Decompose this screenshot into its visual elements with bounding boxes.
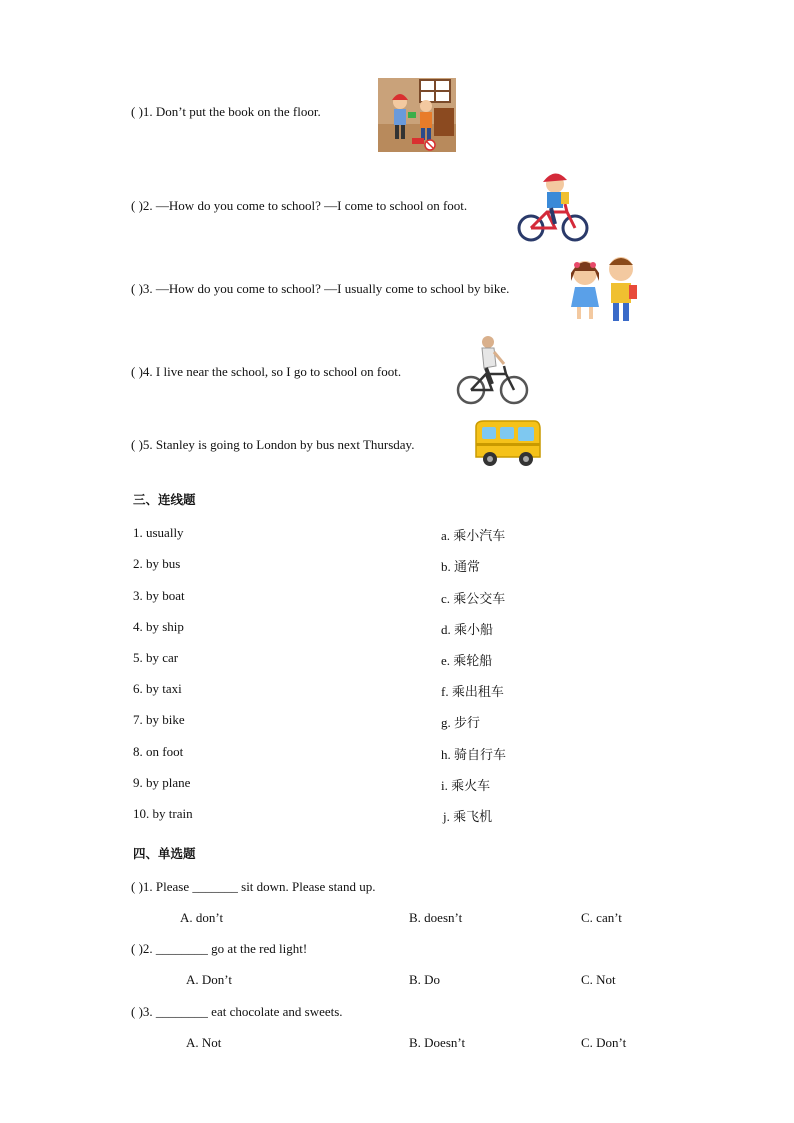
match-left-item[interactable]: 8. on foot [133,744,184,759]
match-left-item[interactable]: 7. by bike [133,712,185,727]
answer-blank[interactable]: ( ) [131,198,143,213]
match-right-item[interactable]: b. 通常 [441,559,481,574]
judgement-question-1 [131,104,321,120]
option-b[interactable]: B. doesn’t [409,910,463,925]
match-right-item[interactable]: d. 乘小船 [441,622,494,637]
question-text: 1. Please _______ sit down. Please stand up. [142,879,376,894]
question-text: 2. —How do you come to school? —I come to school on foot. [142,198,468,213]
kid-riding-bike-picture [517,166,591,244]
question-text: 4. I live near the school, so I go to school on foot. [142,364,402,379]
option-c[interactable]: C. Don’t [581,1035,627,1050]
answer-blank[interactable]: ( ) [131,941,143,956]
match-right-item[interactable]: g. 步行 [441,715,481,730]
choice-question-2 [131,941,307,957]
section-4-heading: 四、单选题 [133,846,196,861]
answer-blank[interactable]: ( ) [131,879,143,894]
match-left-item[interactable]: 3. by boat [133,588,185,603]
match-right-item[interactable]: c. 乘公交车 [441,591,506,606]
yellow-bus-picture [470,419,544,471]
match-left-item[interactable]: 4. by ship [133,619,184,634]
section-3-heading: 三、连线题 [133,492,196,507]
question-text: 3. ________ eat chocolate and sweets. [142,1004,343,1019]
match-left-item[interactable]: 2. by bus [133,556,181,571]
match-right-item[interactable]: i. 乘火车 [441,778,491,793]
question-text: 3. —How do you come to school? —I usually come to school by bike. [142,281,510,296]
match-left-item[interactable]: 10. by train [133,806,193,821]
match-left-item[interactable]: 9. by plane [133,775,191,790]
match-right-item[interactable]: j. 乘飞机 [443,809,493,824]
match-right-item[interactable]: f. 乘出租车 [441,684,504,699]
judgement-question-2 [131,198,467,214]
question-text: 1. Don’t put the book on the floor. [142,104,321,119]
man-riding-bicycle-picture [456,334,530,408]
option-c[interactable]: C. Not [581,972,616,987]
choice-question-1 [131,879,375,895]
option-b[interactable]: B. Doesn’t [409,1035,466,1050]
option-a[interactable]: A. Not [186,1035,222,1050]
judgement-question-3 [131,281,509,297]
answer-blank[interactable]: ( ) [131,437,143,452]
match-left-item[interactable]: 5. by car [133,650,179,665]
classroom-book-picture [378,78,456,152]
answer-blank[interactable]: ( ) [131,364,143,379]
choice-question-3 [131,1004,343,1020]
match-right-item[interactable]: h. 骑自行车 [441,747,507,762]
option-a[interactable]: A. Don’t [186,972,232,987]
match-left-item[interactable]: 1. usually [133,525,184,540]
match-right-item[interactable]: a. 乘小汽车 [441,528,506,543]
match-right-item[interactable]: e. 乘轮船 [441,653,493,668]
question-text: 2. ________ go at the red light! [142,941,308,956]
match-left-item[interactable]: 6. by taxi [133,681,182,696]
kids-walking-picture [565,251,643,327]
judgement-question-5 [131,437,414,453]
answer-blank[interactable]: ( ) [131,281,143,296]
judgement-question-4 [131,364,401,380]
question-text: 5. Stanley is going to London by bus next Thursday. [142,437,415,452]
option-a[interactable]: A. don’t [180,910,224,925]
option-c[interactable]: C. can’t [581,910,622,925]
answer-blank[interactable]: ( ) [131,104,143,119]
option-b[interactable]: B. Do [409,972,441,987]
answer-blank[interactable]: ( ) [131,1004,143,1019]
